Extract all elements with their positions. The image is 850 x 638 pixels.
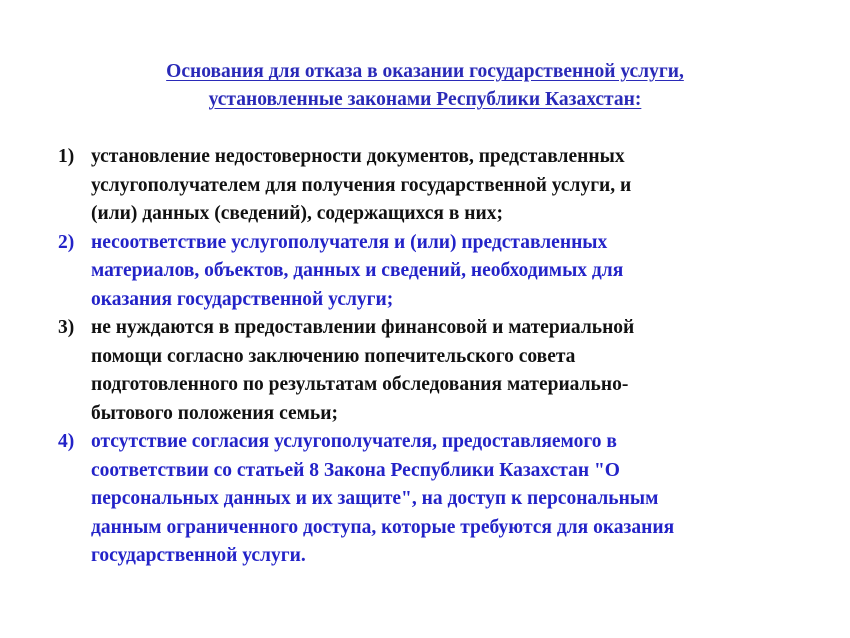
list-item-line: услугополучателем для получения государственной услуги, и bbox=[91, 174, 632, 196]
list-item-3 bbox=[58, 314, 818, 428]
list-item-line: помощи согласно заключению попечительского совета bbox=[91, 345, 576, 367]
list-item-number: 2) bbox=[58, 231, 75, 253]
list-item-4 bbox=[58, 428, 818, 571]
list-item-2 bbox=[58, 229, 818, 315]
list-item-line: персональных данных и их защите", на доступ к персональным bbox=[91, 488, 659, 509]
list-item-line: не нуждаются в предоставлении финансовой и материальной bbox=[91, 317, 635, 338]
list-item-number: 4) bbox=[58, 431, 75, 452]
list-item-text bbox=[91, 143, 818, 229]
list-item-text bbox=[91, 314, 818, 428]
list-item-text bbox=[91, 428, 818, 571]
list-item-line: установление недостоверности документов, представленных bbox=[91, 146, 625, 167]
title-line-1: Основания для отказа в оказании государственной услуги, bbox=[166, 61, 684, 82]
title-line-2: установленные законами Республики Казахстан: bbox=[208, 89, 642, 110]
list-item-line: отсутствие согласия услугополучателя, предоставляемого в bbox=[91, 431, 617, 452]
slide-title bbox=[0, 58, 850, 114]
list-item-number: 1) bbox=[58, 146, 75, 167]
list-item-line: оказания государственной услуги; bbox=[91, 288, 394, 310]
refusal-grounds-list bbox=[58, 143, 818, 571]
list-item-line: бытового положения семьи; bbox=[91, 402, 338, 424]
list-item-line: (или) данных (сведений), содержащихся в них; bbox=[91, 203, 503, 224]
list-item-line: данным ограниченного доступа, которые требуются для оказания bbox=[91, 516, 675, 538]
list-item-line: несоответствие услугополучателя и (или) представленных bbox=[91, 231, 608, 253]
list-item-text bbox=[91, 229, 818, 315]
list-item-line: соответствии со статьей 8 Закона Республики Казахстан "О bbox=[91, 459, 620, 481]
list-item-line: подготовленного по результатам обследования материально- bbox=[91, 374, 629, 395]
list-item-line: материалов, объектов, данных и сведений, необходимых для bbox=[91, 260, 624, 281]
list-item-1 bbox=[58, 143, 818, 229]
list-item-line: государственной услуги. bbox=[91, 545, 306, 566]
list-item-number: 3) bbox=[58, 317, 75, 338]
